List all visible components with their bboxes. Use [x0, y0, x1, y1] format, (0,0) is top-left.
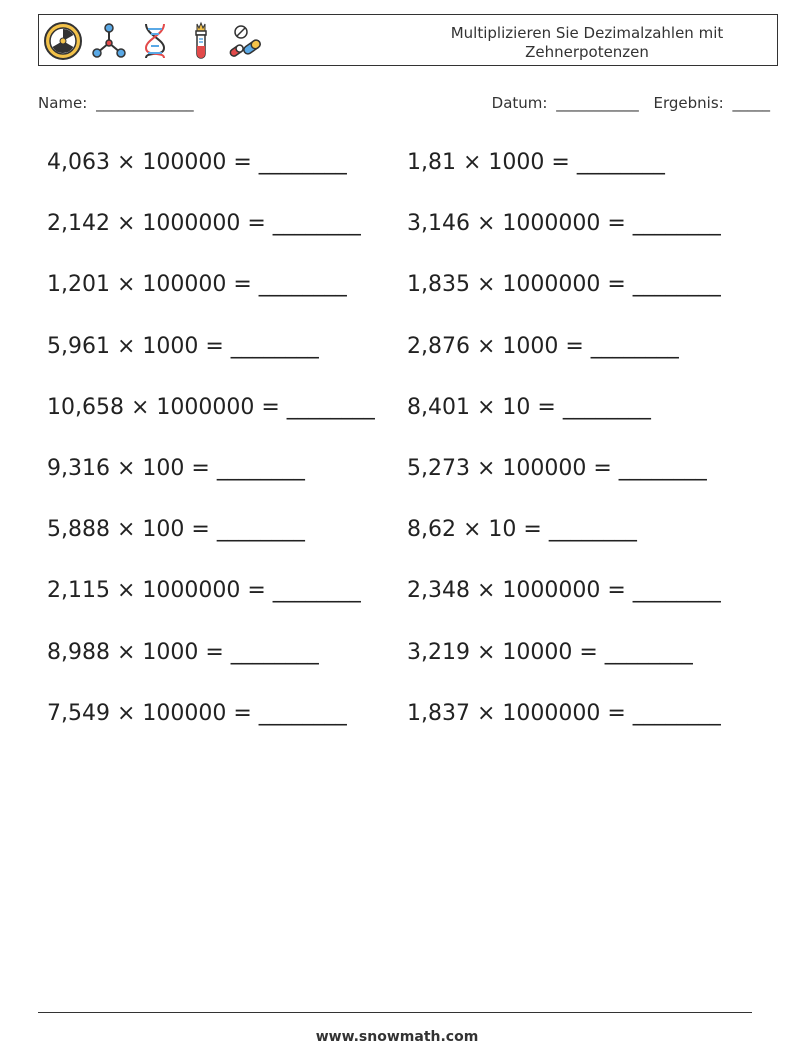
result-label: Ergebnis: [653, 94, 724, 112]
problem-row [47, 573, 767, 634]
date-label: Datum: [491, 94, 548, 112]
problem-item: 8,401 × 10 = ________ [407, 394, 651, 420]
footer-divider [38, 1012, 752, 1013]
problem-row [47, 145, 767, 206]
problem-row [47, 206, 767, 267]
name-label: Name: [38, 94, 88, 112]
dna-icon [135, 21, 175, 61]
name-blank[interactable]: _____________ [96, 94, 194, 112]
footer-url[interactable]: www.snowmath.com [315, 1029, 479, 1045]
date-result-fields [492, 94, 770, 112]
problem-row [47, 267, 767, 328]
problem-row [47, 696, 767, 757]
problem-item: 10,658 × 1000000 = ________ [47, 394, 375, 420]
problem-item: 2,348 × 1000000 = ________ [407, 578, 721, 604]
problem-item: 5,961 × 1000 = ________ [47, 333, 319, 359]
problem-item: 2,115 × 1000000 = ________ [47, 578, 361, 604]
problem-item: 5,273 × 100000 = ________ [407, 455, 707, 481]
problem-item: 1,835 × 1000000 = ________ [407, 272, 721, 298]
problem-item: 7,549 × 100000 = ________ [47, 700, 347, 726]
problem-row [47, 329, 767, 390]
problem-item: 1,201 × 100000 = ________ [47, 272, 347, 298]
problem-item: 3,219 × 10000 = ________ [407, 639, 693, 665]
problem-item: 9,316 × 100 = ________ [47, 455, 305, 481]
problem-item: 5,888 × 100 = ________ [47, 517, 305, 543]
problem-row [47, 635, 767, 696]
problem-grid [47, 145, 767, 757]
problem-item: 2,876 × 1000 = ________ [407, 333, 679, 359]
worksheet-header [38, 14, 778, 66]
test-tube-icon [181, 21, 221, 61]
problem-item: 8,988 × 1000 = ________ [47, 639, 319, 665]
problem-item: 3,146 × 1000000 = ________ [407, 211, 721, 237]
header-icons [43, 19, 267, 63]
problem-row [47, 512, 767, 573]
problem-item: 1,81 × 1000 = ________ [407, 150, 665, 175]
problem-item: 8,62 × 10 = ________ [407, 517, 637, 543]
molecule-icon [89, 21, 129, 61]
problem-item: 2,142 × 1000000 = ________ [47, 211, 361, 237]
radiation-icon [43, 21, 83, 61]
problem-row [47, 390, 767, 451]
pills-icon [227, 21, 267, 61]
name-field [38, 94, 194, 112]
date-blank[interactable]: ___________ [556, 94, 639, 112]
result-blank[interactable]: _____ [732, 94, 770, 112]
worksheet-title: Multiplizieren Sie Dezimalzahlen mit Zehnerpotenzen [450, 24, 724, 61]
problem-item: 4,063 × 100000 = ________ [47, 150, 347, 175]
problem-item: 1,837 × 1000000 = ________ [407, 700, 721, 726]
problem-row [47, 451, 767, 512]
